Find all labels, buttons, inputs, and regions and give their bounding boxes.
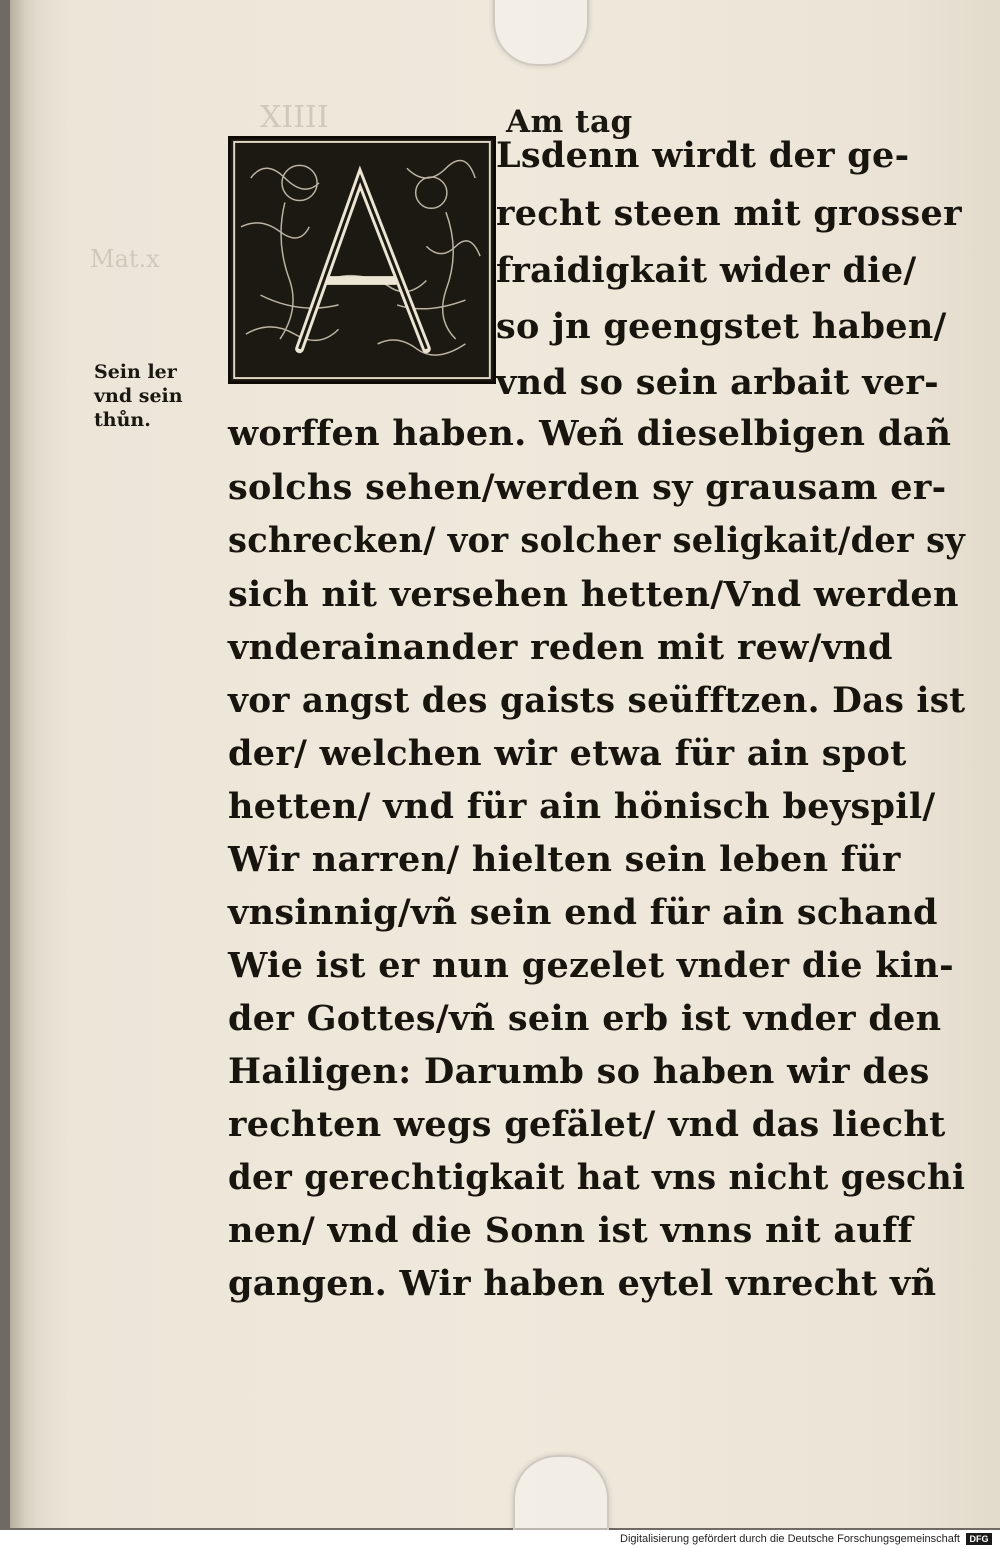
text-line: gangen. Wir haben eytel vnrecht vñ xyxy=(228,1263,937,1304)
text-line: schrecken/ vor solcher seligkait/der sy xyxy=(228,520,966,561)
book-page xyxy=(10,0,1000,1528)
text-line: solchs sehen/werden sy grausam er- xyxy=(228,467,947,508)
marginal-note-line: Sein ler xyxy=(94,361,177,383)
decorated-initial-letter xyxy=(228,136,496,384)
text-line: der/ welchen wir etwa für ain spot xyxy=(228,733,907,774)
text-line: vor angst des gaists seüfftzen. Das ist xyxy=(228,680,966,721)
text-line: Hailigen: Darumb so haben wir des xyxy=(228,1051,930,1092)
show-through-text: XIIII xyxy=(260,100,329,135)
text-line: sich nit versehen hetten/Vnd werden xyxy=(228,574,959,615)
text-line: Wie ist er nun gezelet vnder die kin- xyxy=(228,945,955,986)
text-line: Lsdenn wirdt der ge- xyxy=(496,135,910,176)
text-line: rechten wegs gefälet/ vnd das liecht xyxy=(228,1104,946,1145)
text-line: recht steen mit grosser xyxy=(496,193,962,234)
funding-credit: Digitalisierung gefördert durch die Deutsche Forschungsgemeinschaft xyxy=(620,1533,960,1545)
top-page-clip xyxy=(493,0,589,66)
text-line: vnderainander reden mit rew/vnd xyxy=(228,627,893,668)
text-line: vnsinnig/vñ sein end für ain schand xyxy=(228,892,938,933)
marginal-note xyxy=(94,360,224,432)
page-gutter-shadow xyxy=(10,0,36,1528)
marginal-note-line: vnd sein xyxy=(94,385,183,407)
text-line: nen/ vnd die Sonn ist vnns nit auff xyxy=(228,1210,913,1251)
text-line: fraidigkait wider die/ xyxy=(496,250,917,291)
running-header: Am tag xyxy=(506,104,633,140)
marginal-note-line: thůn. xyxy=(94,409,151,431)
digitization-footer xyxy=(0,1530,1000,1549)
text-line: Wir narren/ hielten sein leben für xyxy=(228,839,901,880)
bottom-page-clip xyxy=(513,1455,609,1530)
dfg-logo: DFG xyxy=(966,1533,992,1545)
show-through-text: Mat.x xyxy=(90,245,160,273)
text-line: der Gottes/vñ sein erb ist vnder den xyxy=(228,998,942,1039)
text-line: so jn geengstet haben/ xyxy=(496,306,947,347)
text-line: worffen haben. Weñ dieselbigen dañ xyxy=(228,413,952,454)
text-line: vnd so sein arbait ver- xyxy=(496,362,939,403)
text-line: der gerechtigkait hat vns nicht geschi xyxy=(228,1157,966,1198)
text-line: hetten/ vnd für ain hönisch beyspil/ xyxy=(228,786,936,827)
woodcut-initial-illustration xyxy=(231,139,493,381)
